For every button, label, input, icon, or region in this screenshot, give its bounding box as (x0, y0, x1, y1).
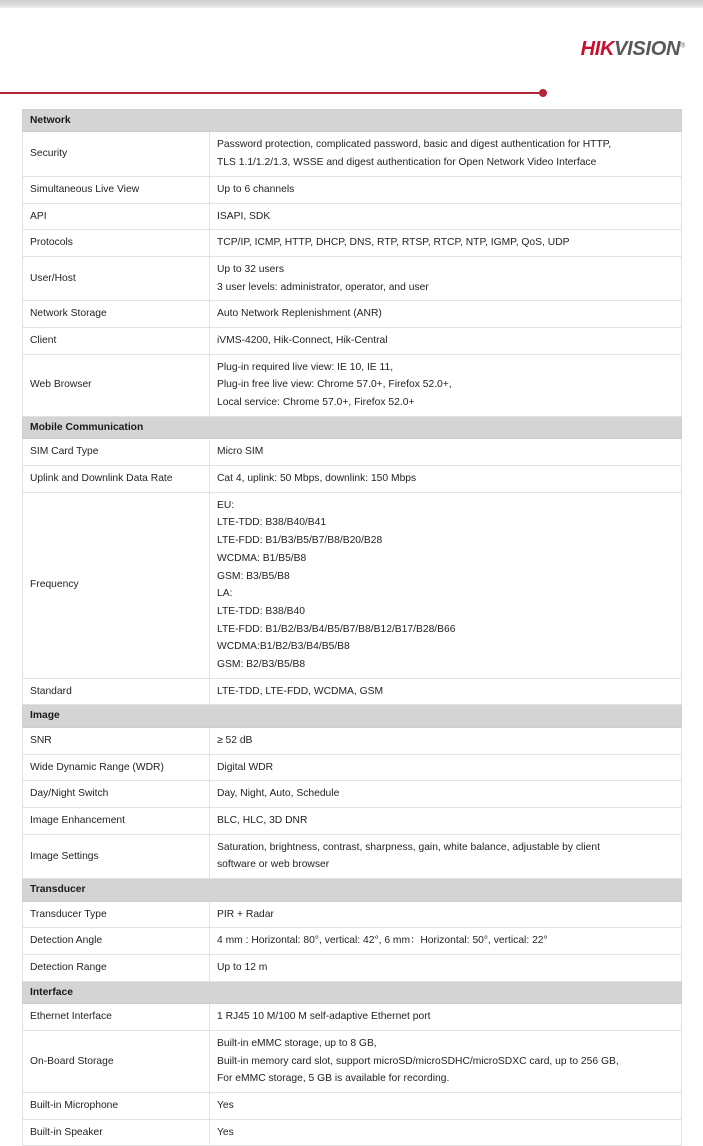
spec-value-line: ISAPI, SDK (217, 210, 271, 222)
spec-value-line: PIR + Radar (217, 908, 274, 920)
spec-label: Built-in Speaker (23, 1119, 210, 1146)
spec-label: SIM Card Type (23, 439, 210, 466)
spec-value-line: Plug-in required live view: IE 10, IE 11, (217, 361, 394, 373)
spec-value (210, 727, 682, 754)
page-header (0, 8, 703, 90)
spec-value (210, 901, 682, 928)
spec-value (210, 466, 682, 493)
spec-row (23, 808, 682, 835)
spec-row (23, 781, 682, 808)
spec-value (210, 928, 682, 955)
spec-value (210, 1030, 682, 1092)
spec-value-line: Up to 6 channels (217, 183, 295, 195)
section-header-row (23, 110, 682, 132)
spec-label: Detection Range (23, 954, 210, 981)
spec-label: User/Host (23, 256, 210, 300)
section-header-label: Transducer (23, 879, 682, 901)
spec-value-line: Auto Network Replenishment (ANR) (217, 308, 382, 320)
spec-row (23, 1004, 682, 1031)
spec-label: Web Browser (23, 354, 210, 416)
spec-row (23, 354, 682, 416)
section-header-label: Mobile Communication (23, 416, 682, 438)
spec-label: Wide Dynamic Range (WDR) (23, 754, 210, 781)
spec-value-line: For eMMC storage, 5 GB is available for recording. (217, 1073, 450, 1085)
spec-value-line: 4 mm : Horizontal: 80°, vertical: 42°, 6 mm：Horizontal: 50°, vertical: 22° (217, 935, 548, 947)
spec-value-line: BLC, HLC, 3D DNR (217, 815, 308, 826)
spec-row (23, 230, 682, 257)
spec-value (210, 492, 682, 678)
spec-value-line: Up to 12 m (217, 961, 268, 973)
spec-value-line: Plug-in free live view: Chrome 57.0+, Firefox 52.0+, (217, 379, 452, 391)
spec-value-line: Digital WDR (217, 761, 274, 773)
spec-value-line: Built-in memory card slot, support microSD/microSDHC/microSDXC card, up to 256 GB, (217, 1055, 619, 1067)
logo-trademark-symbol: ® (680, 42, 685, 50)
spec-label: Frequency (23, 492, 210, 678)
spec-value (210, 203, 682, 230)
spec-value-line: Password protection, complicated password, basic and digest authentication for HTTP, (217, 139, 612, 151)
spec-label: On-Board Storage (23, 1030, 210, 1092)
spec-label: Day/Night Switch (23, 781, 210, 808)
spec-value (210, 354, 682, 416)
spec-value-line: LTE-TDD, LTE-FDD, WCDMA, GSM (217, 685, 384, 697)
spec-label: Network Storage (23, 301, 210, 328)
spec-label: Transducer Type (23, 901, 210, 928)
spec-row (23, 492, 682, 678)
spec-row (23, 1030, 682, 1092)
spec-value (210, 328, 682, 355)
logo-text-vision: VISION (614, 38, 681, 60)
spec-label: Image Enhancement (23, 808, 210, 835)
hikvision-logo (581, 38, 685, 61)
spec-value (210, 781, 682, 808)
section-header-label: Interface (23, 981, 682, 1003)
spec-label: Image Settings (23, 834, 210, 878)
spec-value (210, 1004, 682, 1031)
spec-value (210, 954, 682, 981)
red-rule-dot (539, 89, 547, 97)
spec-value-line: LTE-FDD: B1/B3/B5/B7/B8/B20/B28 (217, 535, 383, 547)
spec-row (23, 203, 682, 230)
spec-value-line: Built-in eMMC storage, up to 8 GB, (217, 1037, 377, 1049)
spec-value-line: LA: (217, 588, 233, 600)
spec-value-line: TCP/IP, ICMP, HTTP, DHCP, DNS, RTP, RTSP, RTCP, NTP, IGMP, QoS, UDP (217, 237, 570, 249)
red-rule-line (0, 92, 542, 94)
spec-value (210, 301, 682, 328)
spec-label: Built-in Microphone (23, 1092, 210, 1119)
spec-value (210, 230, 682, 257)
spec-value-line: WCDMA:B1/B2/B3/B4/B5/B8 (217, 641, 350, 653)
section-header-label: Network (23, 110, 682, 132)
spec-label: Detection Angle (23, 928, 210, 955)
spec-row (23, 301, 682, 328)
spec-row (23, 439, 682, 466)
spec-value-line: 1 RJ45 10 M/100 M self-adaptive Ethernet port (217, 1011, 431, 1023)
section-header-row (23, 981, 682, 1003)
spec-value-line: Saturation, brightness, contrast, sharpness, gain, white balance, adjustable by client (217, 841, 600, 853)
spec-value-line: Local service: Chrome 57.0+, Firefox 52.0+ (217, 397, 415, 409)
spec-row (23, 754, 682, 781)
spec-label: API (23, 203, 210, 230)
spec-value-line: WCDMA: B1/B5/B8 (217, 552, 307, 564)
spec-label: Simultaneous Live View (23, 176, 210, 203)
spec-label: Protocols (23, 230, 210, 257)
spec-row (23, 678, 682, 705)
spec-row (23, 132, 682, 176)
specifications-table-body (23, 110, 682, 1146)
spec-row (23, 1092, 682, 1119)
spec-label: Security (23, 132, 210, 176)
spec-value-line: 3 user levels: administrator, operator, and user (217, 281, 429, 293)
spec-value-line: LTE-FDD: B1/B2/B3/B4/B5/B7/B8/B12/B17/B28/B66 (217, 623, 456, 635)
section-header-row (23, 416, 682, 438)
spec-label: Uplink and Downlink Data Rate (23, 466, 210, 493)
spec-row (23, 727, 682, 754)
spec-label: Standard (23, 678, 210, 705)
section-header-row (23, 879, 682, 901)
spec-value-line: Cat 4, uplink: 50 Mbps, downlink: 150 Mbps (217, 473, 417, 485)
spec-value (210, 1092, 682, 1119)
header-divider (0, 88, 703, 98)
spec-row (23, 954, 682, 981)
spec-label: Ethernet Interface (23, 1004, 210, 1031)
top-gray-strip (0, 0, 703, 8)
spec-value-line: TLS 1.1/1.2/1.3, WSSE and digest authentication for Open Network Video Interface (217, 157, 597, 169)
spec-value-line: Yes (217, 1126, 234, 1138)
spec-label: Client (23, 328, 210, 355)
spec-value (210, 1119, 682, 1146)
spec-row (23, 1119, 682, 1146)
spec-row (23, 834, 682, 878)
spec-value (210, 678, 682, 705)
spec-value-line: Micro SIM (217, 446, 264, 458)
spec-value (210, 754, 682, 781)
spec-row (23, 466, 682, 493)
spec-value-line: iVMS-4200, Hik-Connect, Hik-Central (217, 335, 388, 347)
spec-value-line: GSM: B2/B3/B5/B8 (217, 659, 306, 671)
spec-value (210, 256, 682, 300)
spec-value (210, 808, 682, 835)
spec-value-line: software or web browser (217, 859, 330, 871)
spec-value (210, 176, 682, 203)
spec-row (23, 256, 682, 300)
spec-row (23, 176, 682, 203)
spec-label: SNR (23, 727, 210, 754)
logo-text-hik: HIK (580, 38, 615, 60)
spec-value-line: LTE-TDD: B38/B40/B41 (217, 517, 327, 529)
section-header-label: Image (23, 705, 682, 727)
spec-row (23, 928, 682, 955)
spec-value-line: Day, Night, Auto, Schedule (217, 788, 340, 800)
section-header-row (23, 705, 682, 727)
spec-value-line: ≥ 52 dB (217, 734, 253, 746)
spec-value (210, 132, 682, 176)
spec-value-line: Up to 32 users (217, 263, 284, 275)
spec-value (210, 834, 682, 878)
spec-value-line: Yes (217, 1099, 234, 1111)
spec-value-line: LTE-TDD: B38/B40 (217, 605, 305, 617)
spec-value-line: GSM: B3/B5/B8 (217, 570, 290, 582)
spec-row (23, 328, 682, 355)
spec-value-line: EU: (217, 499, 235, 511)
specifications-table (22, 109, 682, 1146)
spec-value (210, 439, 682, 466)
spec-row (23, 901, 682, 928)
